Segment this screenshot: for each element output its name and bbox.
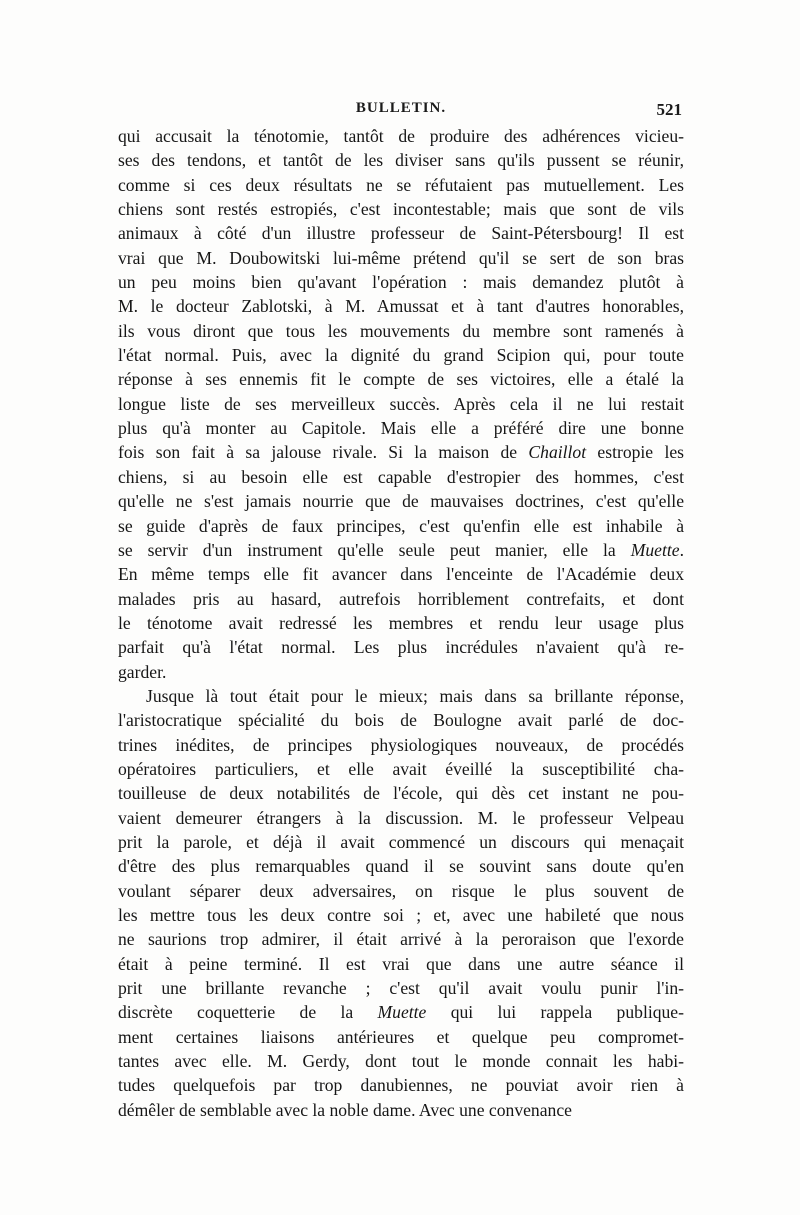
paragraph bbox=[118, 124, 684, 684]
text-line: animaux à côté d'un illustre professeur de Saint-Pétersbourg! Il est bbox=[118, 223, 684, 244]
text-line: prit une brillante revanche ; c'est qu'il avait voulu punir l'in- bbox=[118, 978, 684, 999]
text-line: trines inédites, de principes physiologiques nouveaux, de procédés bbox=[118, 734, 684, 755]
text-line: parfait qu'à l'état normal. Les plus incrédules n'avaient qu'à re- bbox=[118, 637, 684, 658]
text-line: vrai que M. Doubowitski lui-même prétend qu'il se sert de son bras bbox=[118, 247, 684, 268]
text-line: un peu moins bien qu'avant l'opération : mais demandez plutôt à bbox=[118, 272, 684, 293]
text-line: malades pris au hasard, autrefois horriblement contrefaits, et dont bbox=[118, 588, 684, 609]
text-line: ils vous diront que tous les mouvements du membre sont ramenés à bbox=[118, 320, 684, 341]
text-line: qu'elle ne s'est jamais nourrie que de mauvaises doctrines, c'est qu'elle bbox=[118, 491, 684, 512]
text-line: l'état normal. Puis, avec la dignité du grand Scipion qui, pour toute bbox=[118, 345, 684, 366]
text-line: opératoires particuliers, et elle avait éveillé la susceptibilité cha- bbox=[118, 758, 684, 779]
text-line: chiens, si au besoin elle est capable d'estropier des hommes, c'est bbox=[118, 466, 684, 487]
text-line: d'être des plus remarquables quand il se souvint sans doute qu'en bbox=[118, 856, 684, 877]
text-line: garder. bbox=[118, 661, 167, 682]
running-title: BULLETIN. bbox=[355, 100, 447, 116]
text-line: Jusque là tout était pour le mieux; mais dans sa brillante réponse, bbox=[146, 685, 684, 706]
text-line: tudes quelquefois par trop danubiennes, ne pouviat avoir rien à bbox=[118, 1075, 684, 1096]
paragraph bbox=[118, 684, 684, 1122]
text-line: réponse à ses ennemis fit le compte de ses victoires, elle a étalé la bbox=[118, 369, 684, 390]
body-text bbox=[118, 124, 684, 1122]
text-line: En même temps elle fit avancer dans l'enceinte de l'Académie deux bbox=[118, 564, 684, 585]
text-line: longue liste de ses merveilleux succès. Après cela il ne lui restait bbox=[118, 393, 684, 414]
text-line: M. le docteur Zablotski, à M. Amussat et à tant d'autres honorables, bbox=[118, 296, 684, 317]
text-line: était à peine terminé. Il est vrai que dans une autre séance il bbox=[118, 953, 684, 974]
text-line: fois son fait à sa jalouse rivale. Si la maison de Chaillot estropie les bbox=[118, 442, 684, 463]
text-line: comme si ces deux résultats ne se réfutaient pas mutuellement. Les bbox=[118, 174, 684, 195]
text-line: se guide d'après de faux principes, c'est qu'enfin elle est inhabile à bbox=[118, 515, 684, 536]
text-line: l'aristocratique spécialité du bois de Boulogne avait parlé de doc- bbox=[118, 710, 684, 731]
text-line: ne saurions trop admirer, il était arrivé à la peroraison que l'exorde bbox=[118, 929, 684, 950]
text-line: se servir d'un instrument qu'elle seule peut manier, elle la Muette. bbox=[118, 539, 684, 560]
text-line: démêler de semblable avec la noble dame. Avec une convenance bbox=[118, 1099, 572, 1120]
text-line: touilleuse de deux notabilités de l'école, qui dès cet instant ne pou- bbox=[118, 783, 684, 804]
text-line: le ténotome avait redressé les membres et rendu leur usage plus bbox=[118, 612, 684, 633]
text-line: plus qu'à monter au Capitole. Mais elle a préféré dire une bonne bbox=[118, 418, 684, 439]
running-header bbox=[120, 100, 682, 124]
text-line: les mettre tous les deux contre soi ; et, avec une habileté que nous bbox=[118, 905, 684, 925]
text-line: discrète coquetterie de la Muette qui lui rappela publique- bbox=[118, 1002, 684, 1023]
text-line: tantes avec elle. M. Gerdy, dont tout le monde connait les habi- bbox=[118, 1051, 684, 1072]
text-line: chiens sont restés estropiés, c'est incontestable; mais que sont de vils bbox=[118, 199, 684, 220]
text-line: ment certaines liaisons antérieures et quelque peu compromet- bbox=[118, 1026, 684, 1047]
text-line: voulant séparer deux adversaires, on risque le plus souvent de bbox=[118, 880, 684, 901]
page-number: 521 bbox=[656, 100, 682, 119]
text-line: vaient demeurer étrangers à la discussion. M. le professeur Velpeau bbox=[118, 807, 684, 828]
text-line: ses des tendons, et tantôt de les diviser sans qu'ils pussent se réunir, bbox=[118, 150, 684, 171]
text-line: prit la parole, et déjà il avait commencé un discours qui menaçait bbox=[118, 831, 684, 852]
text-line: qui accusait la ténotomie, tantôt de produire des adhérences vicieu- bbox=[118, 126, 684, 146]
